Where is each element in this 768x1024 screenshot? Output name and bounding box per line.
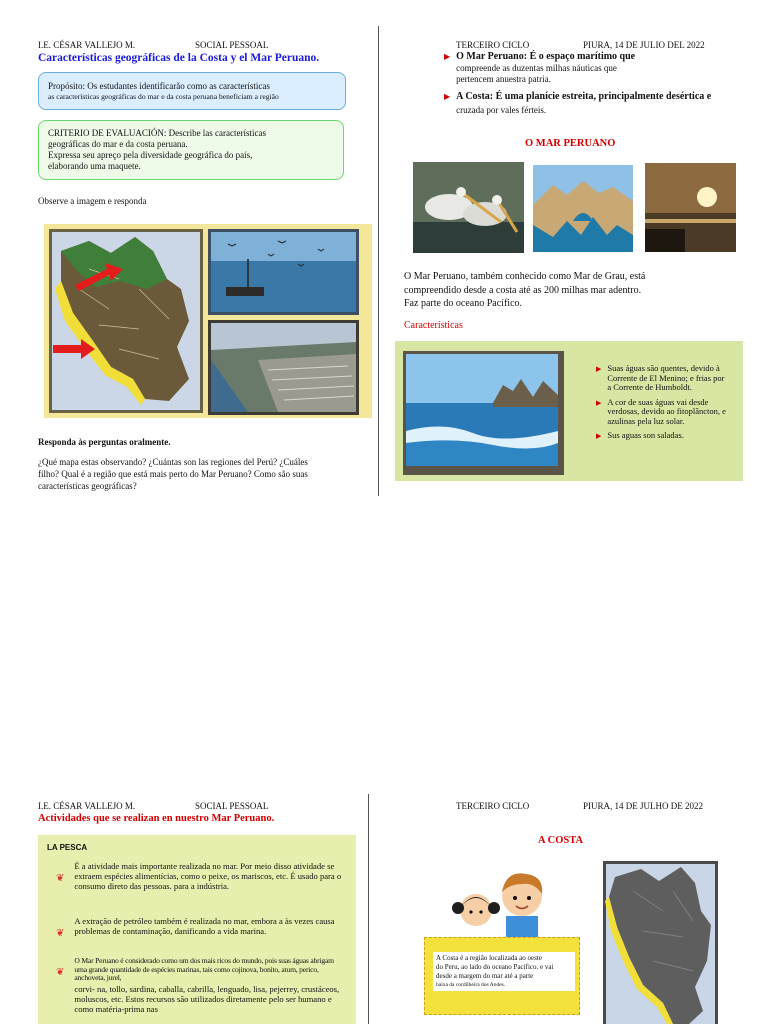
bullet-costa [444,91,711,116]
kids-illustration [448,864,558,944]
costa-note-line-1: A Costa é a região localizada ao oeste [436,954,542,962]
pelicans-image [413,162,524,253]
bullet-arrow-icon: ▶ [444,92,451,101]
ciclo-label: TERCEIRO CICLO [456,40,530,50]
date-label: PIURA, 14 DE JULIO DEL 2022 [583,40,705,50]
bullet-arrow-icon: ▶ [596,398,602,407]
subject-name: SOCIAL PESSOAL [195,40,269,50]
list-item: ▶ Sus aguas son saladas. [596,430,684,440]
costa-note-card [424,937,580,1015]
rock-arch-image [533,165,633,252]
sunset-image [645,163,736,252]
sea-waves-icon [403,351,564,475]
pesca-panel [38,835,356,1024]
bullet-arrow-icon: ▶ [596,432,602,440]
proposito-box [38,72,346,110]
peru-map-icon [49,229,203,413]
pelicans-icon [413,162,524,253]
bullet-mar-peruano [444,51,635,85]
bullet-arrow-icon: ▶ [596,365,602,373]
proposito-line-1: Propósito: Os estudantes identificarão como as características [48,81,270,91]
list-item: ▶ Suas águas são quentes, devido à Corrente de El Menino; e frias por a Corrente de Humboldt. [596,363,725,392]
image-collage [44,224,372,418]
page-title: Características geográficas de la Costa y el Mar Peruano. [38,52,320,64]
responda-heading: Responda às perguntas oralmente. [38,437,171,447]
costa-map-image [603,861,718,1024]
school-name: I.E. CÉSAR VALLEJO M. [38,801,136,811]
question-line-3: características geográficas? [38,481,137,491]
mar-description-line-1: O Mar Peruano, também conhecido como Mar de Grau, está [404,271,646,282]
caracteristicas-heading: Características [404,320,463,331]
coast-city-image [208,320,359,415]
date-label: PIURA, 14 DE JULHO DE 2022 [583,801,703,811]
criterio-line-4: elaborando uma maquete. [48,161,141,171]
kids-icon [448,864,558,944]
mar-peruano-definition: O Mar Peruano: É o espaço marítimo que [456,51,636,62]
proposito-line-2: as características geográficas do mar e da costa peruana beneficiam a região [48,92,279,101]
sea-waves-image [403,351,564,475]
mar-description-line-3: Faz parte do oceano Pacífico. [404,298,523,309]
costa-map-icon [603,861,718,1024]
pesca-item-1: ❦ É a atividade mais importante realizada no mar. Por meio disso atividade se extraem espécies alimentícias, como o peixe, os mariscos, etc. É usado para o consumo direto das pessoas. para a indústria. [56,861,342,891]
list-item: ▶ A cor de suas águas vai desde verdosas, devido ao fitoplâncton, e azulinas pela luz solar. [596,396,726,426]
fishing-boat-image [208,229,359,315]
caracteristicas-panel [395,341,743,481]
page-divider-bottom [368,794,369,1024]
bullet-sprout-icon: ❦ [56,873,65,884]
costa-heading: A COSTA [538,835,584,846]
mar-description-line-2: compreendido desde a costa até as 200 milhas mar adentro. [404,285,642,296]
mar-peruano-line-2: compreende as duzentas milhas náuticas que [456,63,617,73]
costa-note-line-2: do Peru, ao lado do oceano Pacífico. e vai [436,963,554,971]
ciclo-label: TERCEIRO CICLO [456,801,530,811]
costa-note-line-3: desde a margem do mar até a parte [436,972,534,980]
pesca-item-2: ❦ A extração de petróleo também é realizada no mar, embora a às vezes causa problemas de contaminação, danificando a vida marina. [56,916,335,939]
pesca-heading: LA PESCA [47,843,88,852]
coast-city-icon [208,320,359,415]
page-divider-top [378,26,379,496]
pesca-item-3-part-b: corvi- na, tollo, sardina, caballa, cabrilla, lenguado, lisa, pejerrey, crustáceos, moluscos, etc. Estos recursos são utilizados diretamente pelo ser humano e como matéria-prima nas [74,983,340,1014]
mar-peruano-line-3: pertencem anuestra patria. [456,74,551,84]
criterio-line-3: Expressa seu apreço pela diversidade geográfica do país, [48,150,253,160]
criterio-box [38,120,344,180]
costa-note-text [433,952,575,991]
school-name: I.E. CÉSAR VALLEJO M. [38,40,136,50]
mar-peruano-heading: O MAR PERUANO [525,138,616,149]
question-line-2: filho? Qual é a região que está mais perto do Mar Peruano? Como são suas [38,469,308,479]
criterio-line-2: geográficas do mar e da costa peruana. [48,139,188,149]
rock-arch-icon [533,165,633,252]
criterio-line-1: CRITERIO DE EVALUACIÓN: Describe las características [48,128,267,138]
sunset-icon [645,163,736,252]
costa-definition: A Costa: É uma planície estreita, principalmente desértica e [456,91,712,102]
pesca-item-3 [56,957,348,1014]
caracteristicas-list [596,364,728,446]
observe-instruction: Observe a imagem e responda [38,196,147,206]
bullet-sprout-icon: ❦ [56,967,65,978]
costa-note-line-4: baixa da cordilheira dos Andes. [436,982,506,988]
question-line-1: ¿Qué mapa estas observando? ¿Cuántas son las regiones del Perú? ¿Cuáles [38,457,308,467]
bullet-arrow-icon: ▶ [444,52,451,61]
fishing-boat-icon [208,229,359,315]
bullet-sprout-icon: ❦ [56,928,65,939]
costa-line-2: cruzada por vales férteis. [456,105,547,115]
page-title: Actividades que se realizan en nuestro Mar Peruano. [38,813,275,824]
subject-name: SOCIAL PESSOAL [195,801,269,811]
pesca-item-3-part-a: O Mar Peruano é considerado como um dos mais ricos do mundo, pois suas águas abrigam uma grande quantidade de espécies marinas, tais como cojinova, bonito, atum, perico, anchoveta, jurel, [74,956,334,983]
peru-map-image [49,229,203,413]
